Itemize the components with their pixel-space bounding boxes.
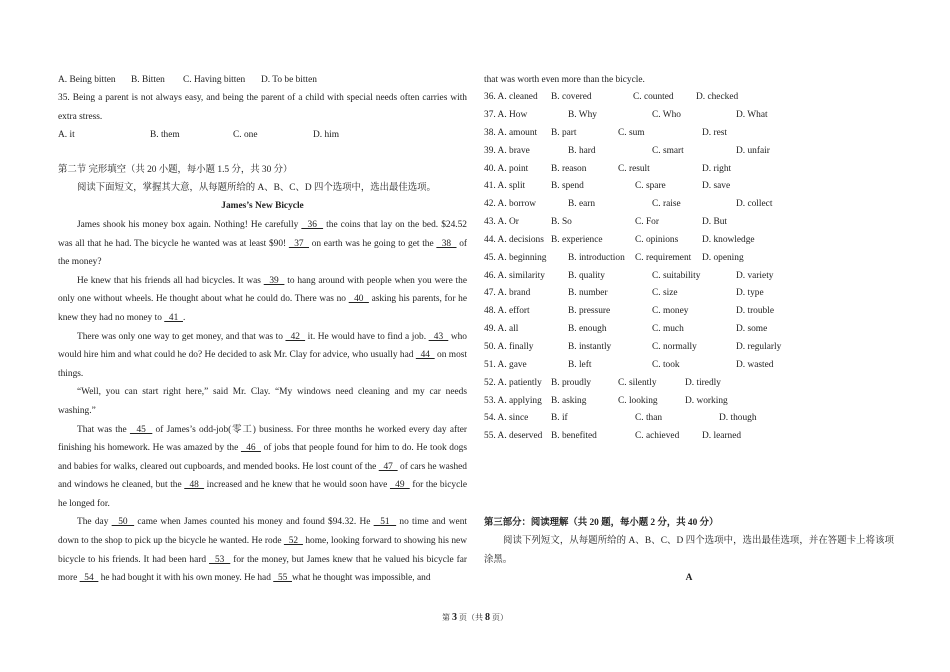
passage-text: of cars he washed and windows he cleaned, but the <box>58 461 467 491</box>
option: C. than <box>635 413 663 424</box>
option: C. smart <box>652 145 684 156</box>
option: B. if <box>551 413 568 424</box>
option: 54. A. since <box>484 413 529 424</box>
option: C. achieved <box>635 431 680 442</box>
passage-text: “Well, you can start right here,” said Mr. Clay. “My windows need cleaning and my car needs washing.” <box>58 387 467 416</box>
option: C. For <box>635 217 659 228</box>
option: A. Being bitten <box>58 75 116 85</box>
option: 36. A. cleaned <box>484 92 538 103</box>
option: D. trouble <box>736 306 775 317</box>
cloze-blank: 47 <box>378 461 398 472</box>
option: C. one <box>233 130 258 141</box>
passage-text: . <box>182 312 186 323</box>
option-row <box>484 393 894 411</box>
q34-options <box>58 71 467 89</box>
cloze-blank: 40 <box>348 294 369 305</box>
passage-text: for the money, but James knew that he valued his bicycle far more <box>58 554 468 584</box>
total-pages: 8 <box>485 612 490 623</box>
option: B. reason <box>551 163 587 174</box>
passage-text: That was the <box>77 424 130 435</box>
option: D. right <box>702 163 732 174</box>
option-row <box>484 428 894 446</box>
cloze-blank: 55 <box>273 573 292 584</box>
option: 40. A. point <box>484 163 529 174</box>
option: D. unfair <box>736 145 770 156</box>
option: C. suitability <box>652 270 701 281</box>
option: D. rest <box>702 127 727 138</box>
option: D. tiredly <box>685 377 721 388</box>
passage-text: He knew that his friends all had bicycles. It was <box>77 275 264 286</box>
page-number: 3 <box>452 612 457 623</box>
option: 41. A. split <box>484 181 526 192</box>
passage-text: to hang around with people when you were the only one without wheels. He thought about what he could do. There was no <box>58 275 468 305</box>
passage-text: he had bought it with his own money. He had <box>98 573 274 584</box>
passage-text: who would hire him and what could he do? He decided to ask Mr. Clay for advice, who usually had <box>58 331 467 361</box>
option: B. proudly <box>551 377 592 388</box>
option-row <box>484 375 894 393</box>
option: 43. A. Or <box>484 217 519 228</box>
passage-text: of James’s odd-job(零工) business. For three months he worked every day after finishing his homework. He was amazed by the <box>58 424 468 454</box>
cloze-blank: 53 <box>209 554 231 565</box>
option: B. So <box>551 217 572 228</box>
cloze-blank: 37 <box>288 238 310 249</box>
passage-paragraph <box>58 383 467 420</box>
passage-text: of the money? <box>58 238 468 268</box>
option-row <box>484 161 894 179</box>
passage-text: The day <box>77 517 112 528</box>
option: D. though <box>719 413 757 424</box>
option-row <box>484 143 894 161</box>
left-column <box>58 71 467 588</box>
option-row <box>484 125 894 143</box>
option: C. opinions <box>635 234 679 245</box>
option: 42. A. borrow <box>484 199 537 210</box>
option-row <box>484 285 894 303</box>
option: D. opening <box>702 252 744 263</box>
cloze-blank: 49 <box>389 480 410 491</box>
right-column <box>484 71 894 588</box>
option: 39. A. brave <box>484 145 530 156</box>
option: 48. A. effort <box>484 306 530 317</box>
option: 49. A. all <box>484 324 519 335</box>
option: B. left <box>568 359 592 370</box>
section3-heading: 第三部分：阅读理解（共 20 题，每小题 2 分，共 40 分） <box>484 518 719 529</box>
option: B. Bitten <box>131 75 165 85</box>
passage-text: for the bicycle he longed for. <box>58 480 467 509</box>
option: D. But <box>702 217 728 228</box>
option-row <box>484 107 894 125</box>
passage-paragraph <box>58 513 467 587</box>
passage-text: came when James counted his money and found $94.32. He <box>134 517 374 528</box>
option: C. Who <box>652 110 681 121</box>
option: B. covered <box>551 92 592 103</box>
option: 53. A. applying <box>484 395 542 406</box>
option: 45. A. beginning <box>484 252 547 263</box>
option: B. number <box>568 288 608 299</box>
option: D. variety <box>736 270 774 281</box>
option: D. him <box>313 130 340 141</box>
q35-stem: 35. Being a parent is not always easy, and being the parent of a child with special needs often carries with extra stress. <box>58 93 467 122</box>
option: 52. A. patiently <box>484 377 542 388</box>
option: D. collect <box>736 199 773 210</box>
option-row <box>484 268 894 286</box>
passage-text: what he thought was impossible, and <box>292 573 431 584</box>
passage-text: There was only one way to get money, and that was to <box>77 331 286 342</box>
section2-heading: 第二节 完形填空（共 20 小题，每小题 1.5 分，共 30 分） <box>58 164 293 175</box>
cloze-blank: 48 <box>184 480 205 491</box>
option: C. much <box>652 324 684 335</box>
option-row <box>484 410 894 428</box>
option: D. wasted <box>736 359 774 370</box>
option-row <box>484 232 894 250</box>
option: C. normally <box>652 342 697 353</box>
passage-text: increased and he knew that he would soon have <box>204 480 390 491</box>
section2-instruction: 阅读下面短文，掌握其大意，从每题所给的 A、B、C、D 四个选项中，选出最佳选项。 <box>77 183 436 194</box>
passage-text: no time and went down to the shop to pick up the bicycle he wanted. He rode <box>58 517 467 547</box>
option: 38. A. amount <box>484 127 538 138</box>
option-row <box>484 321 894 339</box>
cloze-options <box>484 89 894 446</box>
option: C. money <box>652 306 689 317</box>
option: A. it <box>58 130 75 141</box>
page-footer <box>0 612 950 623</box>
option: C. silently <box>618 377 657 388</box>
passage-title: James’s New Bicycle <box>221 201 304 212</box>
option: C. size <box>652 288 678 299</box>
passage-body <box>58 216 467 588</box>
option: C. counted <box>633 92 674 103</box>
option: 46. A. similarity <box>484 270 545 281</box>
option: 51. A. gave <box>484 359 527 370</box>
option-row <box>484 357 894 375</box>
option: D. working <box>685 395 728 406</box>
option: B. part <box>551 127 577 138</box>
cloze-blank: 46 <box>240 443 261 454</box>
option: B. benefited <box>551 431 597 442</box>
cloze-blank: 52 <box>283 536 303 547</box>
passage-text: James shook his money box again. Nothing! He carefully <box>77 219 302 230</box>
option: 55. A. deserved <box>484 431 543 442</box>
option: B. them <box>150 130 180 141</box>
option-row <box>484 339 894 357</box>
passage-text: it. He would have to find a job. <box>305 331 429 342</box>
cloze-blank: 36 <box>301 219 324 230</box>
cloze-blank: 45 <box>129 424 153 435</box>
option: C. sum <box>618 127 645 138</box>
cloze-blank: 43 <box>428 331 449 342</box>
option-row <box>484 214 894 232</box>
passage-continuation: that was worth even more than the bicycle. <box>484 75 645 85</box>
footer-prefix: 第 <box>442 613 450 622</box>
option: C. took <box>652 359 680 370</box>
passage-text: the coins that lay on the bed. $24.52 was all that he had. The bicycle he wanted was at least $90! <box>58 219 467 249</box>
option: D. regularly <box>736 342 782 353</box>
cloze-blank: 54 <box>79 573 99 584</box>
option: B. Why <box>568 110 597 121</box>
option: 37. A. How <box>484 110 528 121</box>
option-row <box>484 303 894 321</box>
option-row <box>484 196 894 214</box>
passage-text: on earth was he going to get the <box>309 238 437 249</box>
cloze-blank: 38 <box>436 238 457 249</box>
option: 44. A. decisions <box>484 234 544 245</box>
option: B. asking <box>551 395 587 406</box>
option: C. spare <box>635 181 666 192</box>
option: B. earn <box>568 199 596 210</box>
option: C. requirement <box>635 252 692 263</box>
option: D. type <box>736 288 764 299</box>
passage-text: asking his parents, for he knew they had no money to <box>58 294 468 323</box>
cloze-blank: 44 <box>415 350 435 361</box>
option-row <box>484 250 894 268</box>
option-row <box>484 178 894 196</box>
passage-text: home, looking forward to showing his new bicycle to his friends. It had been hard <box>58 536 467 565</box>
passage-paragraph <box>58 328 467 384</box>
section3-instruction: 阅读下列短文，从每题所给的 A、B、C、D 四个选项中，选出最佳选项，并在答题卡上将该项涂黑。 <box>484 536 894 565</box>
passage-text: on most things. <box>58 350 468 379</box>
option: C. raise <box>652 199 681 210</box>
cloze-blank: 50 <box>111 517 135 528</box>
option: B. hard <box>568 145 596 156</box>
q35-options <box>58 126 467 144</box>
passage-label: A <box>685 573 693 584</box>
option: B. enough <box>568 324 607 335</box>
footer-middle: 页（共 <box>459 613 483 622</box>
option: B. pressure <box>568 306 611 317</box>
option: D. To be bitten <box>261 75 317 85</box>
option: D. checked <box>696 92 739 103</box>
option: D. save <box>702 181 731 192</box>
cloze-blank: 42 <box>285 331 306 342</box>
option: D. learned <box>702 431 742 442</box>
footer-suffix: 页） <box>492 613 508 622</box>
passage-text: of jobs that people found for him to do. He took dogs and babies for walks, cleared out cupboards, and mended books. He lost count of the <box>58 443 467 472</box>
option: D. some <box>736 324 768 335</box>
option: D. What <box>736 110 768 121</box>
passage-paragraph <box>58 272 467 328</box>
option: C. looking <box>618 395 658 406</box>
option: 47. A. brand <box>484 288 531 299</box>
option: B. instantly <box>568 342 612 353</box>
option: D. knowledge <box>702 234 755 245</box>
cloze-blank: 51 <box>373 517 397 528</box>
passage-paragraph <box>58 216 467 272</box>
option: B. introduction <box>568 252 625 263</box>
option: C. result <box>618 163 650 174</box>
cloze-blank: 41 <box>164 312 183 323</box>
option: C. Having bitten <box>183 75 246 85</box>
option-row <box>484 89 894 107</box>
option: B. quality <box>568 270 605 281</box>
option: B. spend <box>551 181 584 192</box>
option: B. experience <box>551 234 603 245</box>
cloze-blank: 39 <box>263 275 285 286</box>
option: 50. A. finally <box>484 342 534 353</box>
passage-paragraph <box>58 421 467 514</box>
